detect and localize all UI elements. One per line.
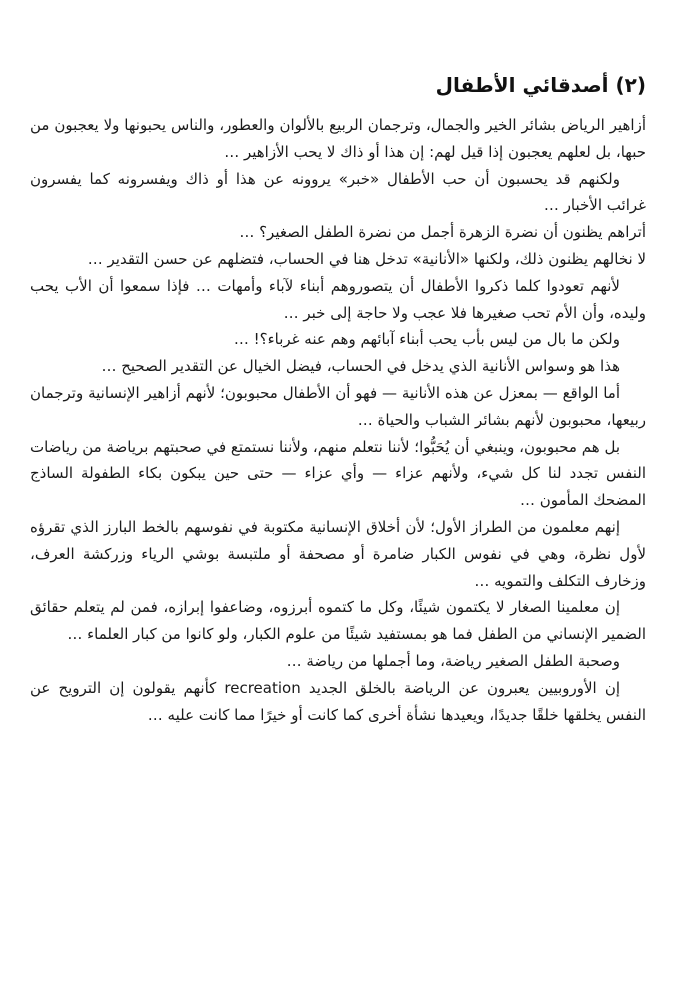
paragraph-11: إن معلمينا الصغار لا يكتمون شيئًا، وكل ما كتموه أبرزوه، وضاعفوا إبرازه، فمن لم يتعلم حقائق الضمير الإنساني من الطفل فما هو بمستفيد شيئًا من علوم الكبار، ولو كانوا من كبار العلماء … bbox=[30, 598, 646, 644]
paragraph-8: أما الواقع — بمعزل عن هذه الأنانية — فهو أن الأطفال محبوبون؛ لأنهم أزاهير الإنسانية وترجمان ربيعها، محبوبون لأنهم بشائر الشباب والحياة … bbox=[30, 383, 646, 429]
paragraph-12: وصحبة الطفل الصغير رياضة، وما أجملها من رياضة … bbox=[286, 651, 620, 670]
paragraph-3: أتراهم يظنون أن نضرة الزهرة أجمل من نضرة الطفل الصغير؟ … bbox=[239, 223, 646, 242]
chapter-heading: (٢) أصدقائي الأطفال bbox=[435, 73, 646, 97]
paragraph-2: ولكنهم قد يحسبون أن حب الأطفال «خبر» يروونه عن هذا أو ذاك ويفسرونه كما يفسرون غرائب الأخبار … bbox=[30, 169, 646, 215]
paragraph-10: إنهم معلمون من الطراز الأول؛ لأن أخلاق الإنسانية مكتوبة في نفوسهم بالخط البارز الذي تقرؤه لأول نظرة، وهي في نفوس الكبار ضامرة أو مصحفة أو ملتبسة بوشي الرياء وزركشة العرف، وزخارف التكلف والتمويه … bbox=[30, 517, 646, 590]
paragraph-1: أزاهير الرياض بشائر الخير والجمال، وترجمان الربيع بالألوان والعطور، والناس يحبونها ولا يعجبون من حبها، بل لعلهم يعجبون إذا قيل لهم: إن هذا أو ذاك لا يحب الأزاهير … bbox=[30, 116, 646, 161]
paragraph-7: هذا هو وسواس الأنانية الذي يدخل في الحساب، فيضل الخيال عن التقدير الصحيح … bbox=[101, 357, 620, 376]
paragraph-9: بل هم محبوبون، وينبغي أن يُحَبُّوا؛ لأننا نتعلم منهم، ولأننا نستمتع في صحبتهم برياضة من رياضات النفس تجدد لنا كل شيء، ولأنهم عزاء — وأي عزاء — حتى حين يبكون بكاء الطفولة الساذج المضحك المأمون … bbox=[30, 437, 646, 510]
paragraph-13: إن الأوروبيين يعبرون عن الرياضة بالخلق الجديد recreation كأنهم يقولون إن الترويح عن النفس يخلقها خلقًا جديدًا، ويعيدها نشأة أخرى كما كانت أو خيرًا مما كانت عليه … bbox=[30, 678, 646, 724]
paragraph-6: ولكن ما بال من ليس بأب يحب أبناء آبائهم وهم عنه غرباء؟! … bbox=[233, 330, 620, 349]
paragraph-4: لا نخالهم يظنون ذلك، ولكنها «الأنانية» تدخل هنا في الحساب، فتضلهم عن حسن التقدير … bbox=[87, 249, 646, 268]
paragraph-5: لأنهم تعودوا كلما ذكروا الأطفال أن يتصوروهم أبناء لآباء وأمهات … فإذا سمعوا أن الأب يحب وليده، وأن الأم تحب صغيرها فلا عجب ولا حاجة إلى خبر … bbox=[30, 276, 646, 322]
